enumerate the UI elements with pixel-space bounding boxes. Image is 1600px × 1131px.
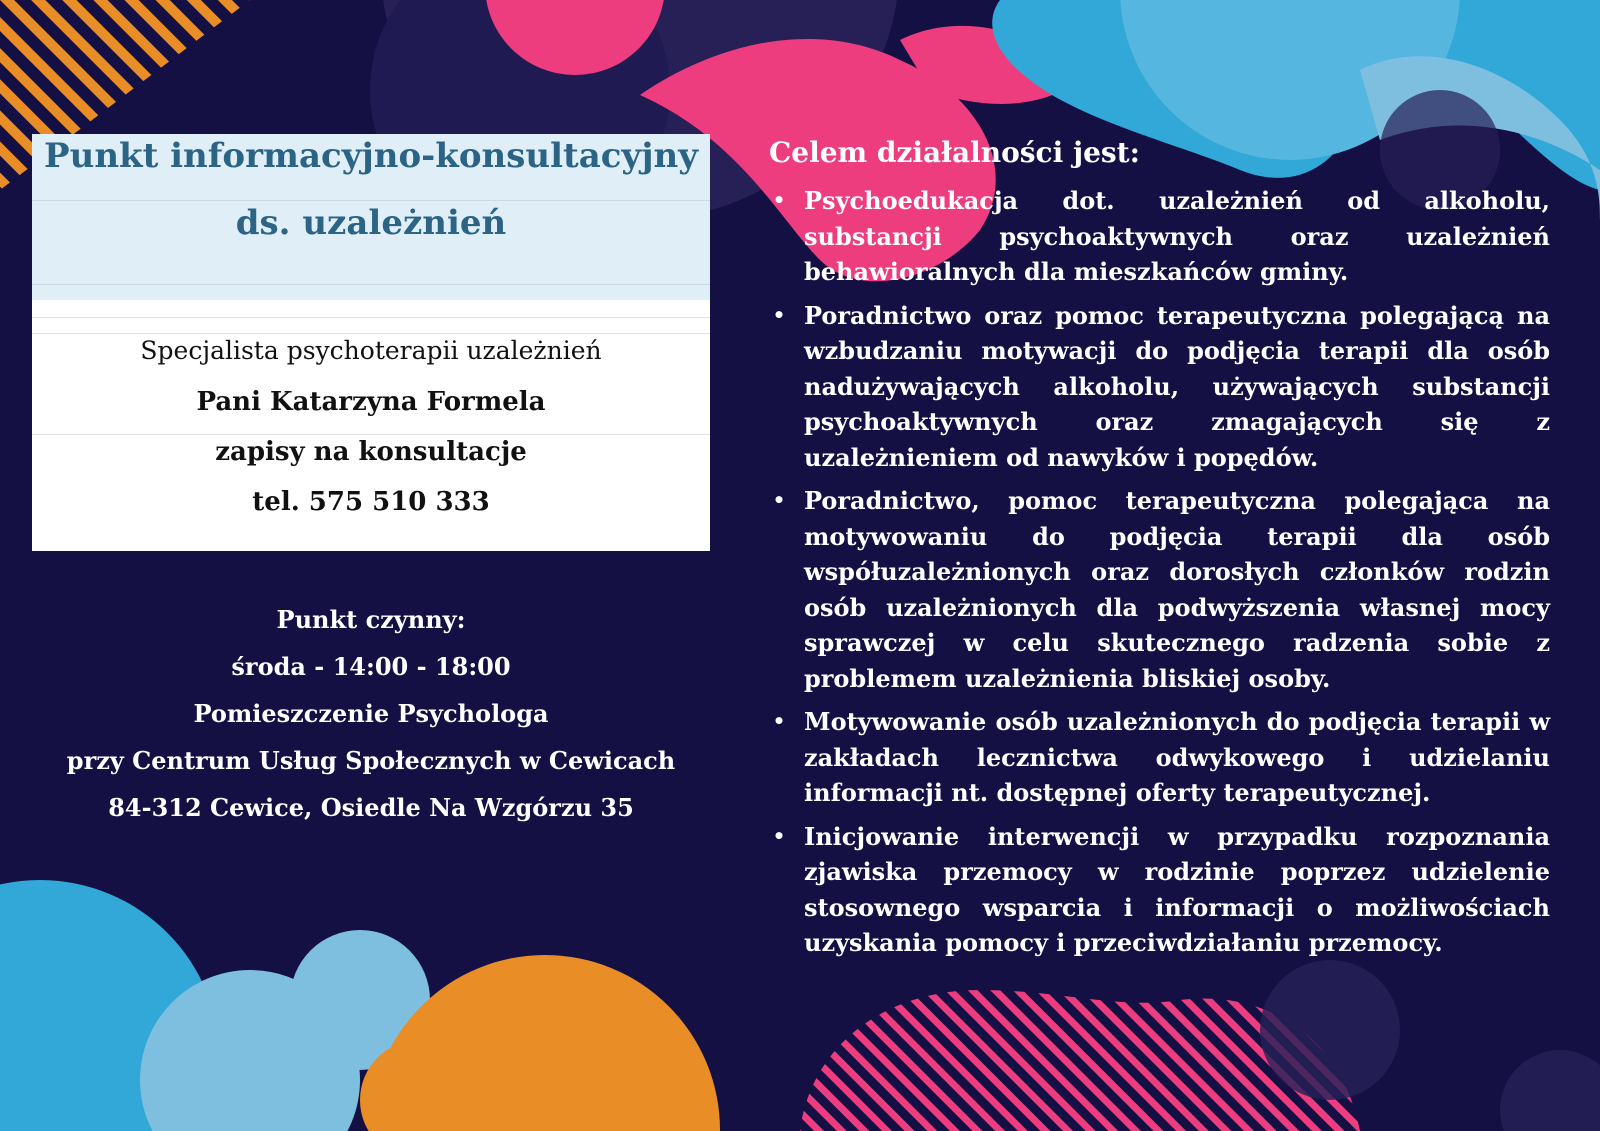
goal-text: Poradnictwo, pomoc terapeutyczna polegająca na motywowaniu do podjęcia terapii dla osób współuzależnionych oraz dorosłych członków rodzin osób uzależnionych dla podwyższenia własnej mocy sprawczej w celu skutecznego radzenia sobie z problemem uzależnienia bliskiej osoby. — [804, 486, 1550, 693]
goals-list — [769, 183, 1550, 961]
signup-label: zapisy na konsultacje — [215, 437, 527, 467]
list-item — [769, 704, 1550, 811]
goal-text: Psychoedukacja dot. uzależnień od alkoholu, substancji psychoaktywnych oraz uzależnień behawioralnych dla mieszkańców gminy. — [804, 186, 1550, 286]
info-card — [32, 134, 710, 551]
divider — [32, 284, 710, 285]
list-item — [769, 298, 1550, 476]
bullet-icon: • — [772, 188, 786, 212]
bullet-icon: • — [772, 302, 786, 327]
goals-heading: Celem działalności jest: — [769, 136, 1140, 169]
list-item — [769, 819, 1550, 961]
hours-label: Punkt czynny: — [276, 605, 466, 634]
bullet-icon: • — [772, 709, 786, 733]
room-name: Pomieszczenie Psychologa — [193, 699, 549, 728]
bullet-icon: • — [772, 488, 786, 512]
goal-text: Motywowanie osób uzależnionych do podjęcia terapii w zakładach lecznictwa odwykowego i udzielaniu informacji nt. dostępnej oferty terapeutycznej. — [804, 707, 1550, 807]
page-title: Punkt informacyjno-konsultacyjny — [44, 136, 698, 176]
goals-section — [769, 133, 1550, 969]
opening-hours — [32, 596, 710, 831]
specialist-role: Specjalista psychoterapii uzależnień — [140, 336, 602, 365]
list-item — [769, 483, 1550, 696]
list-item — [769, 183, 1550, 290]
goal-text: Poradnictwo oraz pomoc terapeutyczna polegającą na wzbudzaniu motywacji do podjęcia terapii dla osób nadużywających alkoholu, używających substancji psychoaktywnych oraz zmagających się z uzależnieniem od nawyków i popędów. — [804, 300, 1550, 472]
hours-schedule: środa - 14:00 - 18:00 — [231, 652, 511, 681]
page-subtitle: ds. uzależnień — [235, 203, 507, 243]
phone-number: tel. 575 510 333 — [252, 487, 490, 517]
address: 84-312 Cewice, Osiedle Na Wzgórzu 35 — [108, 793, 634, 822]
goal-text: Inicjowanie interwencji w przypadku rozpoznania zjawiska przemocy w rodzinie poprzez udzielenie stosownego wsparcia i informacji o możliwościach uzyskania pomocy i przeciwdziałaniu przemocy. — [804, 821, 1550, 957]
bullet-icon: • — [772, 823, 786, 848]
institution-name: przy Centrum Usług Społecznych w Cewicach — [66, 746, 676, 775]
specialist-name: Pani Katarzyna Formela — [196, 387, 546, 417]
divider — [32, 317, 710, 318]
